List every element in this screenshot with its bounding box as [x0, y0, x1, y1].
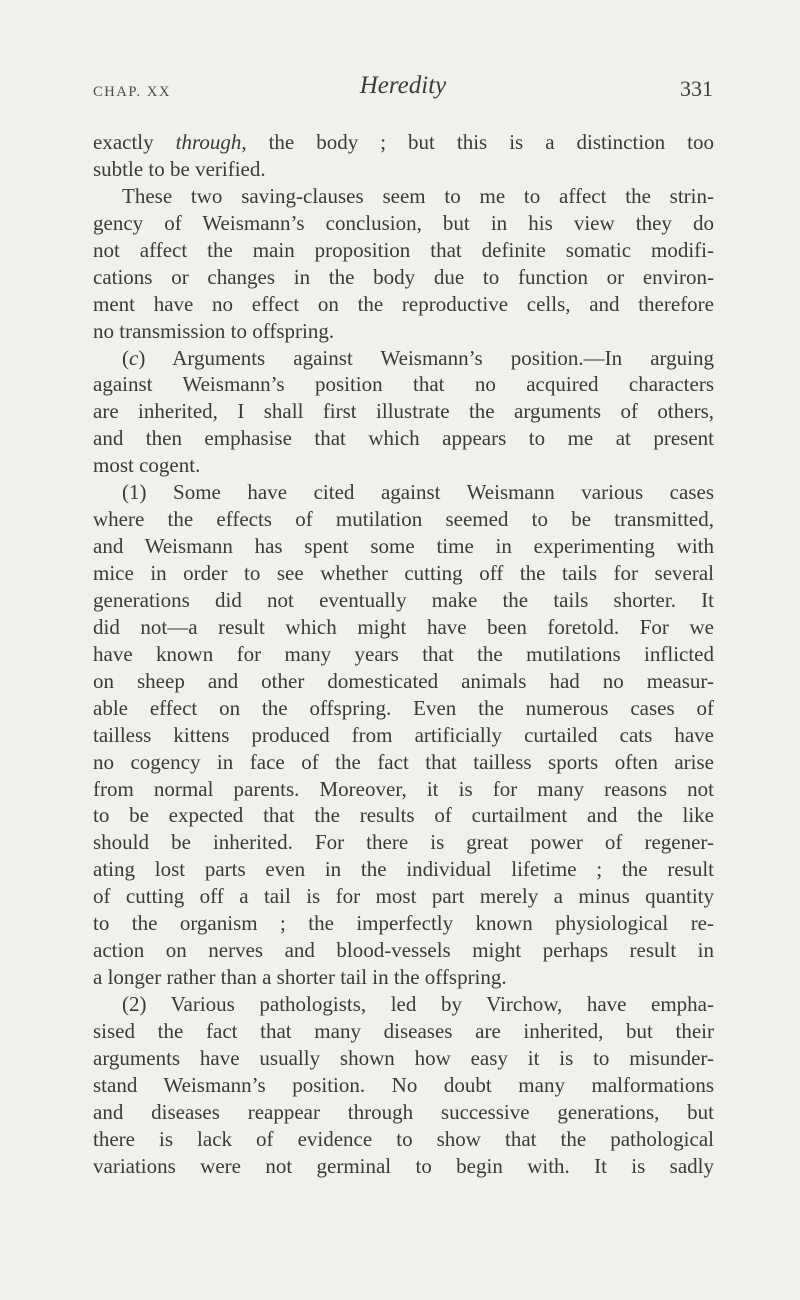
text-line: arguments have usually shown how easy it is to misunder-	[93, 1045, 714, 1070]
page-title: Heredity	[359, 72, 447, 99]
text-line: have known for many years that the mutilations inflicted	[93, 641, 714, 666]
text-line: mice in order to see whether cutting off the tails for several	[93, 561, 714, 585]
text-line: (2) Various pathologists, led by Virchow, have empha-	[122, 992, 714, 1016]
text-line: (1) Some have cited against Weismann various cases	[122, 480, 714, 505]
text-line: action on nerves and blood-vessels might perhaps result in	[93, 938, 714, 963]
text-line: not affect the main proposition that definite somatic modifi-	[93, 237, 714, 262]
text-line: there is lack of evidence to show that the pathological	[93, 1126, 714, 1151]
text-line: cations or changes in the body due to function or environ-	[93, 264, 714, 289]
page-number: 331	[680, 76, 713, 101]
text-line: from normal parents. Moreover, it is for many reasons not	[93, 776, 714, 801]
text-line: generations did not eventually make the tails shorter. It	[93, 587, 714, 612]
text-line: where the effects of mutilation seemed to be transmitted,	[93, 507, 714, 532]
text-line: exactly through, the body ; but this is a distinction too	[93, 130, 714, 154]
text-line: ment have no effect on the reproductive cells, and therefore	[93, 291, 714, 316]
running-head	[93, 72, 713, 116]
body-text	[93, 129, 714, 1180]
text-line: sised the fact that many diseases are inherited, but their	[93, 1018, 714, 1043]
text-line: gency of Weismann’s conclusion, but in his view they do	[93, 210, 714, 235]
text-line: should be inherited. For there is great power of regener-	[93, 830, 714, 855]
text-line: are inherited, I shall first illustrate the arguments of others,	[93, 399, 714, 424]
text-line: subtle to be verified.	[93, 156, 266, 181]
text-line: and Weismann has spent some time in experimenting with	[93, 534, 714, 559]
text-line: no cogency in face of the fact that tailless sports often arise	[93, 749, 714, 774]
text-line: on sheep and other domesticated animals had no measur-	[93, 668, 714, 693]
text-line: against Weismann’s position that no acquired characters	[93, 372, 714, 397]
text-line: to be expected that the results of curtailment and the like	[93, 803, 714, 828]
text-line: to the organism ; the imperfectly known physiological re-	[93, 911, 714, 936]
text-line: most cogent.	[93, 453, 201, 478]
text-line: and diseases reappear through successive generations, but	[93, 1099, 714, 1124]
text-line: able effect on the offspring. Even the numerous cases of	[93, 695, 714, 720]
text-line: (c) Arguments against Weismann’s position.—In arguing	[122, 345, 714, 370]
text-line: tailless kittens produced from artificially curtailed cats have	[93, 722, 714, 747]
text-line: These two saving-clauses seem to me to affect the strin-	[122, 183, 714, 208]
chapter-label: CHAP. XX	[93, 84, 172, 100]
text-line: did not—a result which might have been foretold. For we	[93, 614, 714, 639]
text-line: and then emphasise that which appears to me at present	[93, 426, 714, 451]
text-line: a longer rather than a shorter tail in the offspring.	[93, 965, 507, 990]
text-line: of cutting off a tail is for most part merely a minus quantity	[93, 884, 714, 909]
text-line: stand Weismann’s position. No doubt many malformations	[93, 1072, 714, 1097]
text-line: variations were not germinal to begin with. It is sadly	[93, 1153, 714, 1178]
text-line: ating lost parts even in the individual lifetime ; the result	[93, 857, 714, 882]
text-line: no transmission to offspring.	[93, 318, 335, 343]
